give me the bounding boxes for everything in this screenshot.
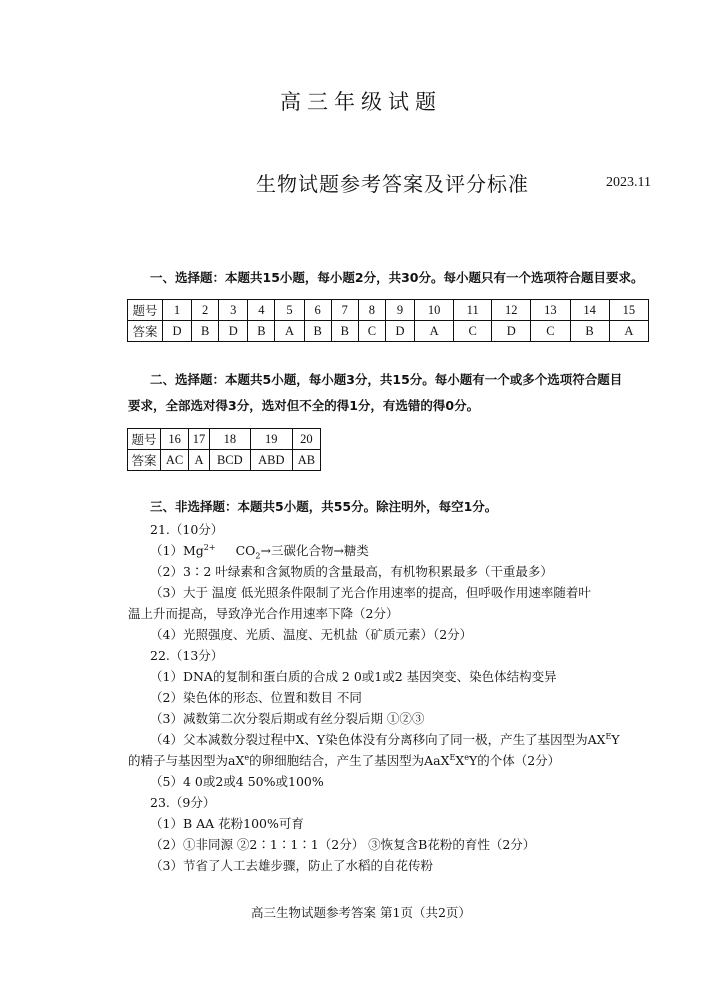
q21-part2: （2）3∶2 叶绿素和含氮物质的含量最高，有机物积累最多（干重最多） — [150, 564, 553, 579]
q21-part3-line2: 温上升而提高，导致净光合作用速率下降（2分） — [128, 606, 399, 621]
answer-cell: C — [358, 321, 385, 342]
question-number: 7 — [331, 300, 358, 321]
question-number: 8 — [358, 300, 385, 321]
answer-cell: D — [219, 321, 248, 342]
q22-part2: （2）染色体的形态、位置和数目 不同 — [150, 690, 362, 705]
question-number: 13 — [531, 300, 570, 321]
exam-date: 2023.11 — [606, 175, 651, 190]
question-number: 19 — [250, 429, 292, 450]
q22-part5: （5）4 0或2或4 50%或100% — [150, 774, 324, 789]
q23-title: 23.（9分） — [150, 795, 216, 810]
q22-part4-line2: 的精子与基因型为$aX^e$的卵细胞结合，产生了基因型为AaX$^E$XeY的个体（2分） — [128, 752, 561, 768]
question-number: 2 — [192, 300, 219, 321]
answer-cell: D — [385, 321, 414, 342]
question-number: 15 — [609, 300, 648, 321]
q22-title: 22.（13分） — [150, 648, 224, 663]
answer-cell: D — [492, 321, 531, 342]
answer-key-title: 生物试题参考答案及评分标准 — [256, 172, 529, 196]
section2-answer-row — [128, 450, 321, 471]
table-label-number: 题号 — [128, 429, 161, 450]
answer-cell: ABD — [250, 450, 292, 471]
question-number: 17 — [189, 429, 210, 450]
q23-part2: （2）①非同源 ②2∶1∶1∶1（2分） ③恢复含B花粉的育性（2分） — [150, 837, 536, 852]
answer-cell: AC — [161, 450, 189, 471]
table-label-number: 题号 — [128, 300, 163, 321]
answer-cell: B — [570, 321, 609, 342]
question-number: 11 — [454, 300, 492, 321]
section2-heading-line1: 二、选择题：本题共5小题，每小题3分，共15分。每小题有一个或多个选项符合题目 — [150, 372, 623, 387]
q22-part3: （3）减数第二次分裂后期或有丝分裂后期 ①②③ — [150, 711, 425, 726]
answer-cell: B — [331, 321, 358, 342]
q22-part4-line1: （4）父本减数分裂过程中X、Y染色体没有分离移向了同一极，产生了基因型为$AX^EY$ — [150, 731, 620, 747]
exam-grade-title: 高三年级试题 — [280, 90, 442, 114]
answer-cell: B — [192, 321, 219, 342]
question-number: 3 — [219, 300, 248, 321]
section1-number-row — [128, 300, 649, 321]
q23-part3: （3）节省了人工去雄步骤，防止了水稻的自花传粉 — [150, 858, 433, 873]
question-number: 9 — [385, 300, 414, 321]
table-label-answer: 答案 — [128, 321, 163, 342]
question-number: 20 — [292, 429, 320, 450]
q21-title: 21.（10分） — [150, 522, 224, 537]
section1-answer-table — [127, 299, 649, 342]
answer-cell: B — [304, 321, 331, 342]
question-number: 10 — [415, 300, 454, 321]
question-number: 14 — [570, 300, 609, 321]
question-number: 16 — [161, 429, 189, 450]
question-number: 12 — [492, 300, 531, 321]
answer-cell: BCD — [209, 450, 250, 471]
answer-cell: A — [189, 450, 210, 471]
answer-cell: C — [531, 321, 570, 342]
section1-heading: 一、选择题：本题共15小题，每小题2分，共30分。每小题只有一个选项符合题目要求。 — [150, 270, 644, 285]
question-number: 6 — [304, 300, 331, 321]
q22-part1: （1）DNA的复制和蛋白质的合成 2 0或1或2 基因突变、染色体结构变异 — [150, 669, 557, 684]
section2-answer-table — [127, 428, 321, 471]
question-number: 18 — [209, 429, 250, 450]
question-number: 5 — [275, 300, 304, 321]
answer-cell: A — [275, 321, 304, 342]
answer-cell: D — [163, 321, 192, 342]
page-footer: 高三生物试题参考答案 第1页（共2页） — [251, 905, 471, 920]
answer-cell: A — [415, 321, 454, 342]
table-label-answer: 答案 — [128, 450, 161, 471]
section2-number-row — [128, 429, 321, 450]
answer-cell: C — [454, 321, 492, 342]
question-number: 4 — [248, 300, 275, 321]
section1-answer-row — [128, 321, 649, 342]
answer-cell: AB — [292, 450, 320, 471]
answer-cell: B — [248, 321, 275, 342]
question-number: 1 — [163, 300, 192, 321]
answer-cell: A — [609, 321, 648, 342]
q23-part1: （1）B AA 花粉100%可育 — [150, 816, 304, 831]
q21-part3-line1: （3）大于 温度 低光照条件限制了光合作用速率的提高，但呼吸作用速率随着叶 — [150, 585, 591, 600]
q21-part1: $(1)Mg^{2+}$ $CO_2\to$三碳化合物→糖类 — [150, 542, 369, 561]
section3-heading: 三、非选择题：本题共5小题，共55分。除注明外，每空1分。 — [150, 499, 498, 514]
q21-part4: （4）光照强度、光质、温度、无机盐（矿质元素）（2分） — [150, 627, 473, 642]
section2-heading-line2: 要求，全部选对得3分，选对但不全的得1分，有选错的得0分。 — [128, 398, 480, 413]
